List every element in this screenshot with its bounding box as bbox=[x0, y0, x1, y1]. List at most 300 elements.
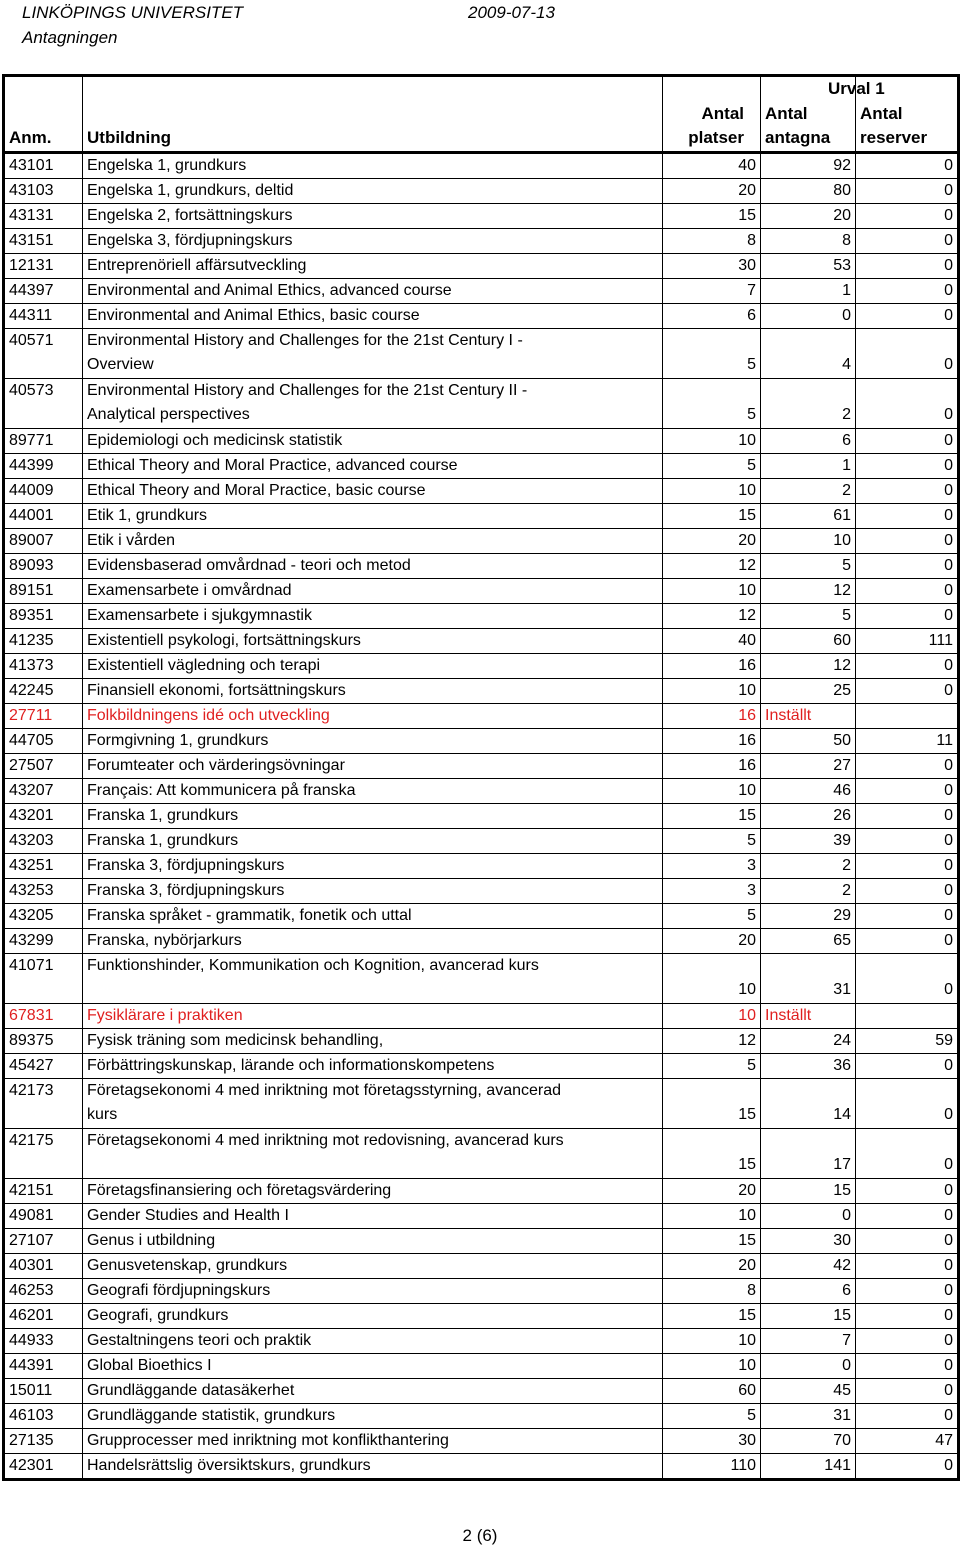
antal-platser: 15 bbox=[663, 203, 761, 228]
antal-antagna: 61 bbox=[761, 503, 856, 528]
antal-reserver: 0 bbox=[856, 428, 959, 453]
antal-platser: 16 bbox=[663, 753, 761, 778]
antal-antagna: 45 bbox=[761, 1378, 856, 1403]
header-antagna: Antal antagna bbox=[761, 76, 856, 153]
course-name-line2 bbox=[87, 1153, 658, 1178]
course-code: 46201 bbox=[4, 1303, 83, 1328]
antal-platser: 6 bbox=[663, 303, 761, 328]
antal-reserver: 0 bbox=[856, 1203, 959, 1228]
table-row bbox=[4, 1228, 959, 1253]
antal-antagna: 0 bbox=[761, 1203, 856, 1228]
antal-antagna: 31 bbox=[761, 953, 856, 1003]
antal-antagna: 46 bbox=[761, 778, 856, 803]
table-row bbox=[4, 528, 959, 553]
antal-antagna: 7 bbox=[761, 1328, 856, 1353]
antal-antagna: Inställt bbox=[761, 703, 856, 728]
antal-platser: 40 bbox=[663, 628, 761, 653]
course-code: 40571 bbox=[4, 328, 83, 378]
antal-platser: 12 bbox=[663, 553, 761, 578]
course-name-line2: Overview bbox=[87, 356, 154, 373]
antal-platser: 10 bbox=[663, 1353, 761, 1378]
antal-antagna: 2 bbox=[761, 478, 856, 503]
course-name: Handelsrättslig översiktskurs, grundkurs bbox=[83, 1453, 663, 1479]
course-code: 43131 bbox=[4, 203, 83, 228]
antal-reserver: 0 bbox=[856, 178, 959, 203]
table-row bbox=[4, 953, 959, 1003]
table-row bbox=[4, 1203, 959, 1228]
course-name-line1: Environmental History and Challenges for the 21st Century II - bbox=[87, 381, 528, 399]
antal-platser: 15 bbox=[663, 1128, 761, 1178]
course-name: Etik 1, grundkurs bbox=[83, 503, 663, 528]
table-row bbox=[4, 703, 959, 728]
antal-antagna: 20 bbox=[761, 203, 856, 228]
course-name: Français: Att kommunicera på franska bbox=[83, 778, 663, 803]
course-code: 67831 bbox=[4, 1003, 83, 1028]
course-code: 89007 bbox=[4, 528, 83, 553]
page-header bbox=[22, 0, 243, 50]
antal-antagna: 14 bbox=[761, 1078, 856, 1128]
antal-platser: 15 bbox=[663, 1228, 761, 1253]
antal-platser: 15 bbox=[663, 503, 761, 528]
antal-reserver: 0 bbox=[856, 828, 959, 853]
antal-antagna: 1 bbox=[761, 453, 856, 478]
antal-reserver: 0 bbox=[856, 578, 959, 603]
antal-reserver: 0 bbox=[856, 678, 959, 703]
course-name-line1: Företagsekonomi 4 med inriktning mot företagsstyrning, avancerad bbox=[87, 1081, 562, 1099]
antal-antagna: 12 bbox=[761, 653, 856, 678]
antal-platser: 20 bbox=[663, 1253, 761, 1278]
antal-reserver: 0 bbox=[856, 603, 959, 628]
antal-reserver: 0 bbox=[856, 1378, 959, 1403]
table-row bbox=[4, 278, 959, 303]
course-name: Ethical Theory and Moral Practice, advanced course bbox=[83, 453, 663, 478]
course-code: 43253 bbox=[4, 878, 83, 903]
table-row bbox=[4, 1128, 959, 1178]
table-row bbox=[4, 1403, 959, 1428]
antal-platser: 20 bbox=[663, 178, 761, 203]
antal-reserver: 0 bbox=[856, 303, 959, 328]
course-code: 42301 bbox=[4, 1453, 83, 1479]
course-name: Ethical Theory and Moral Practice, basic course bbox=[83, 478, 663, 503]
course-name-line1: Företagsekonomi 4 med inriktning mot redovisning, avancerad kurs bbox=[87, 1131, 564, 1149]
table-row bbox=[4, 253, 959, 278]
table-row bbox=[4, 728, 959, 753]
header-reserver: Urval 1 Antal reserver bbox=[856, 76, 959, 153]
course-code: 42173 bbox=[4, 1078, 83, 1128]
course-name: Epidemiologi och medicinsk statistik bbox=[83, 428, 663, 453]
antal-platser: 10 bbox=[663, 428, 761, 453]
antal-reserver bbox=[856, 1003, 959, 1028]
antal-platser: 16 bbox=[663, 728, 761, 753]
antal-antagna: 53 bbox=[761, 253, 856, 278]
antal-reserver: 0 bbox=[856, 653, 959, 678]
course-code: 27507 bbox=[4, 753, 83, 778]
antal-antagna: 5 bbox=[761, 603, 856, 628]
antal-reserver: 0 bbox=[856, 803, 959, 828]
antal-antagna: 2 bbox=[761, 378, 856, 428]
table-row bbox=[4, 1428, 959, 1453]
antal-reserver: 111 bbox=[856, 628, 959, 653]
antal-platser: 5 bbox=[663, 328, 761, 378]
course-name: Environmental and Animal Ethics, basic course bbox=[83, 303, 663, 328]
antal-platser: 3 bbox=[663, 878, 761, 903]
course-name: Franska 3, fördjupningskurs bbox=[83, 878, 663, 903]
antal-antagna: 12 bbox=[761, 578, 856, 603]
antal-reserver: 0 bbox=[856, 328, 959, 378]
course-code: 41071 bbox=[4, 953, 83, 1003]
antal-platser: 5 bbox=[663, 1403, 761, 1428]
table-row bbox=[4, 1003, 959, 1028]
antal-platser: 12 bbox=[663, 1028, 761, 1053]
course-code: 44399 bbox=[4, 453, 83, 478]
course-name: Global Bioethics I bbox=[83, 1353, 663, 1378]
course-code: 44001 bbox=[4, 503, 83, 528]
antal-antagna: 141 bbox=[761, 1453, 856, 1479]
antal-platser: 15 bbox=[663, 1078, 761, 1128]
antal-antagna: 31 bbox=[761, 1403, 856, 1428]
course-code: 40301 bbox=[4, 1253, 83, 1278]
course-name: Genus i utbildning bbox=[83, 1228, 663, 1253]
course-name: Geografi, grundkurs bbox=[83, 1303, 663, 1328]
antal-platser: 7 bbox=[663, 278, 761, 303]
course-name: Entreprenöriell affärsutveckling bbox=[83, 253, 663, 278]
course-name: Franska 1, grundkurs bbox=[83, 803, 663, 828]
course-code: 27711 bbox=[4, 703, 83, 728]
course-name: Gestaltningens teori och praktik bbox=[83, 1328, 663, 1353]
antal-reserver: 0 bbox=[856, 1178, 959, 1203]
course-code: 45427 bbox=[4, 1053, 83, 1078]
table-row bbox=[4, 1378, 959, 1403]
course-code: 43251 bbox=[4, 853, 83, 878]
course-name: Engelska 3, fördjupningskurs bbox=[83, 228, 663, 253]
course-code: 43207 bbox=[4, 778, 83, 803]
antal-platser: 5 bbox=[663, 828, 761, 853]
course-name bbox=[83, 953, 663, 1003]
table-row bbox=[4, 1328, 959, 1353]
course-name: Franska språket - grammatik, fonetik och uttal bbox=[83, 903, 663, 928]
course-name-line2: kurs bbox=[87, 1106, 118, 1123]
course-name: Fysisk träning som medicinsk behandling, bbox=[83, 1028, 663, 1053]
course-code: 42175 bbox=[4, 1128, 83, 1178]
antal-reserver: 0 bbox=[856, 278, 959, 303]
antal-antagna: 6 bbox=[761, 1278, 856, 1303]
antal-platser: 3 bbox=[663, 853, 761, 878]
course-name-line1: Funktionshinder, Kommunikation och Kognition, avancerad kurs bbox=[87, 956, 539, 974]
course-code: 41373 bbox=[4, 653, 83, 678]
course-name: Examensarbete i sjukgymnastik bbox=[83, 603, 663, 628]
antal-antagna: 29 bbox=[761, 903, 856, 928]
antal-antagna: 0 bbox=[761, 303, 856, 328]
table-row bbox=[4, 853, 959, 878]
course-name: Franska, nybörjarkurs bbox=[83, 928, 663, 953]
antal-reserver: 0 bbox=[856, 378, 959, 428]
antal-reserver: 59 bbox=[856, 1028, 959, 1053]
course-code: 40573 bbox=[4, 378, 83, 428]
course-code: 44397 bbox=[4, 278, 83, 303]
antal-antagna: 1 bbox=[761, 278, 856, 303]
antal-reserver: 0 bbox=[856, 228, 959, 253]
antal-platser: 8 bbox=[663, 1278, 761, 1303]
antal-reserver: 0 bbox=[856, 853, 959, 878]
course-name: Finansiell ekonomi, fortsättningskurs bbox=[83, 678, 663, 703]
course-name: Genusvetenskap, grundkurs bbox=[83, 1253, 663, 1278]
table-row bbox=[4, 1353, 959, 1378]
antal-platser: 10 bbox=[663, 1328, 761, 1353]
antal-reserver bbox=[856, 703, 959, 728]
course-name: Engelska 2, fortsättningskurs bbox=[83, 203, 663, 228]
antal-antagna: 4 bbox=[761, 328, 856, 378]
antal-reserver: 0 bbox=[856, 753, 959, 778]
course-code: 15011 bbox=[4, 1378, 83, 1403]
antal-antagna: 24 bbox=[761, 1028, 856, 1053]
course-code: 27135 bbox=[4, 1428, 83, 1453]
course-name-line2: Analytical perspectives bbox=[87, 406, 250, 423]
table-row bbox=[4, 428, 959, 453]
course-name-line2 bbox=[87, 978, 658, 1003]
antal-reserver: 0 bbox=[856, 1353, 959, 1378]
table-row bbox=[4, 503, 959, 528]
course-name bbox=[83, 328, 663, 378]
antal-platser: 40 bbox=[663, 152, 761, 178]
table-row bbox=[4, 1053, 959, 1078]
antal-reserver: 0 bbox=[856, 1228, 959, 1253]
antal-reserver: 0 bbox=[856, 203, 959, 228]
table-row bbox=[4, 778, 959, 803]
course-code: 49081 bbox=[4, 1203, 83, 1228]
antal-platser: 5 bbox=[663, 1053, 761, 1078]
course-name: Franska 1, grundkurs bbox=[83, 828, 663, 853]
antal-platser: 5 bbox=[663, 378, 761, 428]
antal-antagna: 36 bbox=[761, 1053, 856, 1078]
header-platser: Antal platser bbox=[663, 76, 761, 153]
antal-antagna: 10 bbox=[761, 528, 856, 553]
course-code: 46103 bbox=[4, 1403, 83, 1428]
antal-antagna: 8 bbox=[761, 228, 856, 253]
antal-platser: 16 bbox=[663, 653, 761, 678]
antal-reserver: 0 bbox=[856, 152, 959, 178]
course-name: Engelska 1, grundkurs bbox=[83, 152, 663, 178]
course-name: Existentiell psykologi, fortsättningskurs bbox=[83, 628, 663, 653]
course-name: Gender Studies and Health I bbox=[83, 1203, 663, 1228]
course-code: 44311 bbox=[4, 303, 83, 328]
report-date: 2009-07-13 bbox=[468, 3, 555, 22]
course-name bbox=[83, 1078, 663, 1128]
header-anm: Anm. bbox=[4, 76, 83, 153]
course-code: 42151 bbox=[4, 1178, 83, 1203]
antal-antagna: 65 bbox=[761, 928, 856, 953]
course-code: 43203 bbox=[4, 828, 83, 853]
course-code: 43103 bbox=[4, 178, 83, 203]
antal-platser: 5 bbox=[663, 903, 761, 928]
antal-antagna: 70 bbox=[761, 1428, 856, 1453]
antal-antagna: 50 bbox=[761, 728, 856, 753]
course-name: Etik i vården bbox=[83, 528, 663, 553]
table-row bbox=[4, 653, 959, 678]
antal-platser: 60 bbox=[663, 1378, 761, 1403]
admissions-table bbox=[2, 74, 960, 1481]
header-urval: Urval 1 bbox=[828, 79, 885, 98]
course-name bbox=[83, 1128, 663, 1178]
course-name: Fysiklärare i praktiken bbox=[83, 1003, 663, 1028]
table-row bbox=[4, 578, 959, 603]
antal-platser: 10 bbox=[663, 678, 761, 703]
antal-antagna: 27 bbox=[761, 753, 856, 778]
antal-reserver: 0 bbox=[856, 953, 959, 1003]
antal-reserver: 0 bbox=[856, 1328, 959, 1353]
antal-reserver: 0 bbox=[856, 1453, 959, 1479]
table-row bbox=[4, 1078, 959, 1128]
table-row bbox=[4, 178, 959, 203]
antal-reserver: 0 bbox=[856, 1253, 959, 1278]
table-row bbox=[4, 678, 959, 703]
course-code: 46253 bbox=[4, 1278, 83, 1303]
course-code: 89093 bbox=[4, 553, 83, 578]
antal-antagna: 5 bbox=[761, 553, 856, 578]
course-code: 41235 bbox=[4, 628, 83, 653]
course-name: Forumteater och värderingsövningar bbox=[83, 753, 663, 778]
table-row bbox=[4, 152, 959, 178]
course-name: Geografi fördjupningskurs bbox=[83, 1278, 663, 1303]
antal-platser: 110 bbox=[663, 1453, 761, 1479]
antal-platser: 15 bbox=[663, 1303, 761, 1328]
course-code: 44391 bbox=[4, 1353, 83, 1378]
antal-platser: 30 bbox=[663, 253, 761, 278]
antal-antagna: 30 bbox=[761, 1228, 856, 1253]
antal-platser: 10 bbox=[663, 1003, 761, 1028]
antal-antagna: 17 bbox=[761, 1128, 856, 1178]
course-code: 43201 bbox=[4, 803, 83, 828]
antal-antagna: 0 bbox=[761, 1353, 856, 1378]
antal-platser: 10 bbox=[663, 953, 761, 1003]
course-code: 12131 bbox=[4, 253, 83, 278]
antal-reserver: 0 bbox=[856, 453, 959, 478]
table-row bbox=[4, 628, 959, 653]
antal-reserver: 0 bbox=[856, 503, 959, 528]
course-code: 43101 bbox=[4, 152, 83, 178]
table-row bbox=[4, 1453, 959, 1479]
course-name: Franska 3, fördjupningskurs bbox=[83, 853, 663, 878]
course-name: Examensarbete i omvårdnad bbox=[83, 578, 663, 603]
table-row bbox=[4, 603, 959, 628]
course-code: 44009 bbox=[4, 478, 83, 503]
antal-antagna: 25 bbox=[761, 678, 856, 703]
antal-antagna: 26 bbox=[761, 803, 856, 828]
antal-platser: 8 bbox=[663, 228, 761, 253]
table-row bbox=[4, 228, 959, 253]
course-name bbox=[83, 378, 663, 428]
course-code: 43151 bbox=[4, 228, 83, 253]
antal-reserver: 0 bbox=[856, 1053, 959, 1078]
course-code: 89771 bbox=[4, 428, 83, 453]
table-row bbox=[4, 203, 959, 228]
course-name: Evidensbaserad omvårdnad - teori och metod bbox=[83, 553, 663, 578]
header-utbildning: Utbildning bbox=[83, 76, 663, 153]
antal-platser: 20 bbox=[663, 928, 761, 953]
antal-platser: 20 bbox=[663, 1178, 761, 1203]
table-row bbox=[4, 753, 959, 778]
table-row bbox=[4, 1278, 959, 1303]
antal-reserver: 0 bbox=[856, 528, 959, 553]
table-row bbox=[4, 1178, 959, 1203]
antal-platser: 10 bbox=[663, 478, 761, 503]
course-code: 89351 bbox=[4, 603, 83, 628]
table-row bbox=[4, 328, 959, 378]
antal-antagna: 60 bbox=[761, 628, 856, 653]
antal-reserver: 0 bbox=[856, 1128, 959, 1178]
table-row bbox=[4, 1028, 959, 1053]
table-row bbox=[4, 903, 959, 928]
course-name: Grundläggande statistik, grundkurs bbox=[83, 1403, 663, 1428]
antal-reserver: 0 bbox=[856, 553, 959, 578]
antal-platser: 16 bbox=[663, 703, 761, 728]
table-row bbox=[4, 878, 959, 903]
course-code: 27107 bbox=[4, 1228, 83, 1253]
course-name: Formgivning 1, grundkurs bbox=[83, 728, 663, 753]
course-code: 89375 bbox=[4, 1028, 83, 1053]
table-row bbox=[4, 828, 959, 853]
course-name: Existentiell vägledning och terapi bbox=[83, 653, 663, 678]
antal-platser: 10 bbox=[663, 778, 761, 803]
antal-antagna: 42 bbox=[761, 1253, 856, 1278]
antal-platser: 20 bbox=[663, 528, 761, 553]
antal-antagna: 15 bbox=[761, 1303, 856, 1328]
antal-reserver: 0 bbox=[856, 778, 959, 803]
table-row bbox=[4, 553, 959, 578]
table-row bbox=[4, 1253, 959, 1278]
antal-platser: 15 bbox=[663, 803, 761, 828]
antal-reserver: 0 bbox=[856, 1078, 959, 1128]
antal-antagna: 6 bbox=[761, 428, 856, 453]
antal-antagna: 80 bbox=[761, 178, 856, 203]
course-code: 44705 bbox=[4, 728, 83, 753]
course-name: Environmental and Animal Ethics, advanced course bbox=[83, 278, 663, 303]
table-row bbox=[4, 928, 959, 953]
antal-platser: 12 bbox=[663, 603, 761, 628]
antal-antagna: Inställt bbox=[761, 1003, 856, 1028]
course-name: Folkbildningens idé och utveckling bbox=[83, 703, 663, 728]
antal-antagna: 92 bbox=[761, 152, 856, 178]
course-name: Företagsfinansiering och företagsvärdering bbox=[83, 1178, 663, 1203]
antal-reserver: 0 bbox=[856, 878, 959, 903]
antal-platser: 10 bbox=[663, 578, 761, 603]
antal-platser: 5 bbox=[663, 453, 761, 478]
antal-antagna: 2 bbox=[761, 878, 856, 903]
course-name-line1: Environmental History and Challenges for the 21st Century I - bbox=[87, 331, 523, 349]
antal-platser: 10 bbox=[663, 1203, 761, 1228]
antal-reserver: 0 bbox=[856, 928, 959, 953]
antal-reserver: 11 bbox=[856, 728, 959, 753]
course-code: 43205 bbox=[4, 903, 83, 928]
table-header-row bbox=[4, 76, 959, 153]
antal-antagna: 39 bbox=[761, 828, 856, 853]
antal-reserver: 0 bbox=[856, 1303, 959, 1328]
course-name: Grupprocesser med inriktning mot konflikthantering bbox=[83, 1428, 663, 1453]
antal-platser: 30 bbox=[663, 1428, 761, 1453]
table-row bbox=[4, 803, 959, 828]
antal-antagna: 2 bbox=[761, 853, 856, 878]
page-number: 2 (6) bbox=[462, 1526, 498, 1545]
course-name: Grundläggande datasäkerhet bbox=[83, 1378, 663, 1403]
course-name: Engelska 1, grundkurs, deltid bbox=[83, 178, 663, 203]
antal-reserver: 0 bbox=[856, 1278, 959, 1303]
antal-reserver: 47 bbox=[856, 1428, 959, 1453]
table-row bbox=[4, 453, 959, 478]
antal-antagna: 15 bbox=[761, 1178, 856, 1203]
antal-reserver: 0 bbox=[856, 478, 959, 503]
antal-reserver: 0 bbox=[856, 253, 959, 278]
course-code: 89151 bbox=[4, 578, 83, 603]
antal-reserver: 0 bbox=[856, 903, 959, 928]
